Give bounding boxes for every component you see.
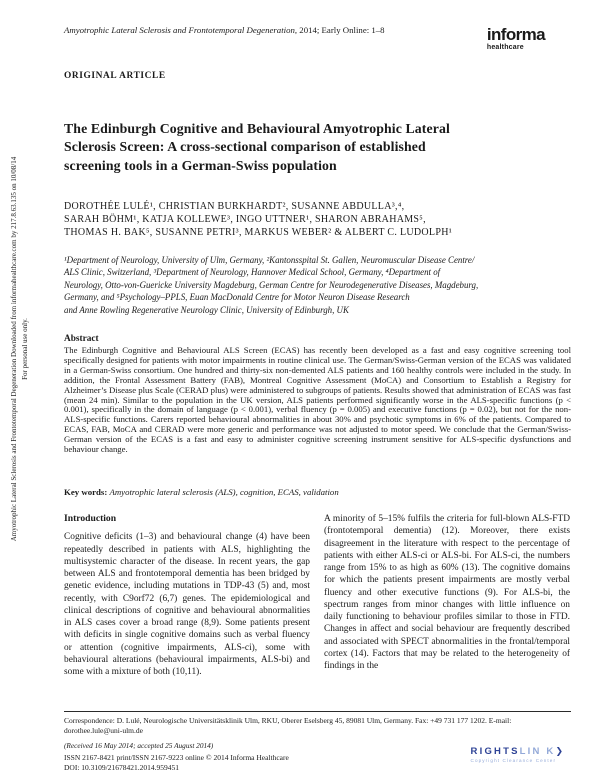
rightslink-logo bbox=[471, 747, 563, 757]
doi-line: DOI: 10.3109/21678421.2014.959451 bbox=[64, 762, 179, 772]
left-column bbox=[64, 513, 310, 678]
keywords-label: Key words: bbox=[64, 487, 108, 497]
author-list: DOROTHÉE LULÉ¹, CHRISTIAN BURKHARDT², SUSANNE ABDULLA³,⁴, SARAH BÖHM¹, KATJA KOLLEWE³, INGO UTTNER¹, SHARON ABRAHAMS⁵, THOMAS H. BAK⁵, SUSANNE PETRI³, MARKUS WEBER² & ALBERT C. LUDOLPH¹ bbox=[64, 201, 453, 239]
download-stamp bbox=[9, 110, 30, 588]
issn-line: ISSN 2167-8421 print/ISSN 2167-9223 online © 2014 Informa Healthcare bbox=[64, 753, 289, 762]
right-column bbox=[324, 513, 570, 678]
informa-healthcare-logo bbox=[487, 26, 545, 51]
rightslink-text-link: LIN K bbox=[519, 746, 556, 757]
left-column-paragraph: Cognitive deficits (1–3) and behavioural change (4) have been repeatedly described in patients with ALS, highlighting the multisystemic character of the disease. In recent years, the gap between ALS and frontotemporal dementia has been bridged by genetic evidence, including mutations in TDP-43 (5) and, most recently, with C9orf72 (6,7) genes. The epidemiological and clinical descriptions of cognitive and behavioural abnormalities in ALS cases cover a broad range (8,9). Some patients present with deficits in single cognitive domains such as verbal fluency or attention (cognitive impairments, ALS-ci), some with behavioural alterations (behavioural impairments, ALS-bi) and some with a mixture of both (10,11). bbox=[64, 532, 310, 677]
keywords-text: Amyotrophic lateral sclerosis (ALS), cognition, ECAS, validation bbox=[109, 487, 339, 497]
rightslink-badge[interactable] bbox=[471, 747, 563, 763]
keywords-line bbox=[64, 487, 339, 497]
informa-logo-subtext: healthcare bbox=[486, 44, 524, 51]
received-dates: (Received 16 May 2014; accepted 25 August 2014) bbox=[64, 741, 214, 750]
introduction-heading: Introduction bbox=[64, 513, 117, 524]
correspondence-note: Correspondence: D. Lulé, Neurologische Universitätsklinik Ulm, RKU, Oberer Eselsberg 45, 89081 Ulm, Germany. Fax: +49 731 177 1202. E-mail: dorothee.lule@uni-ulm.de bbox=[64, 716, 512, 735]
rightslink-arrow-icon: ❯ bbox=[555, 746, 563, 756]
download-stamp-line2: For personal use only. bbox=[20, 318, 29, 380]
journal-issue: , 2014; Early Online: 1–8 bbox=[294, 25, 385, 35]
affiliations: ¹Department of Neurology, University of Ulm, Germany, ²Kantonsspital St. Gallen, Neuromuscular Disease Centre/ ALS Clinic, Switzerland, ³Department of Neurology, Hannover Medical School, Germany, ⁴Department of Neurology, Otto-von-Guericke University Magdeburg, German Centre for Neurodegenerative Diseases, Magdeburg, Germany, and ⁵Psychology–PPLS, Euan MacDonald Centre for Motor Neuron Disease Research and Anne Rowling Regenerative Neurology Clinic, University of Edinburgh, UK bbox=[64, 255, 479, 315]
journal-name: Amyotrophic Lateral Sclerosis and Frontotemporal Degeneration bbox=[64, 25, 295, 35]
body-columns bbox=[64, 513, 571, 678]
journal-header bbox=[64, 25, 385, 35]
download-stamp-line1: Amyotrophic Lateral Sclerosis and Frontotemporal Degeneration Downloaded from informahealthcare.com by 217.8.63.135 on 10/08/14 bbox=[10, 156, 18, 542]
rightslink-subtext: Copyright Clearance Center bbox=[470, 758, 557, 763]
informa-logo-text: informa bbox=[486, 25, 545, 44]
article-type-label: ORIGINAL ARTICLE bbox=[64, 71, 166, 81]
rightslink-text-rights: RIGHTS bbox=[470, 746, 520, 757]
abstract-heading: Abstract bbox=[64, 334, 99, 344]
footnote-divider bbox=[64, 711, 571, 712]
abstract-text: The Edinburgh Cognitive and Behavioural ALS Screen (ECAS) has recently been developed as a fast and easy cognitive screening tool specifically designed for patients with motor impairments in routine clinical use. The German/Swiss-German version of the ECAS was validated in a German-Swiss consortium. One hundred and thirty-six non-demented ALS patients and 160 healthy controls were included in the study. In addition, the Frontal Assessment Battery (FAB), Montreal Cognitive Assessment (MoCA) and Consortium to Establish a Registry for Alzheimer’s Disease plus Scale (CERAD plus) were administered to subgroups of patients. Results showed that administration of ECAS was fast (mean 24 min). Similar to the population in the UK version, ALS patients performed significantly worse in the ALS-specific functions (p < 0.001), specifically in the domain of language (p < 0.001), verbal fluency (p = 0.005) and executive functions (p = 0.02), but not for the non-ALS-specific functions. Carers reported behavioural abnormalities in about 30% and psychotic symptoms in 6% of the patients. Compared to ECAS, FAB, MoCA and CERAD were more generic and performance was not adjusted to motor speed. We conclude that the German/Swiss-German version of the ECAS is a fast and easy to administer cognitive screening instrument sensitive for ALS-specific dysfunctions and behaviour change. bbox=[64, 345, 571, 455]
page-title: The Edinburgh Cognitive and Behavioural Amyotrophic Lateral Sclerosis Screen: A cross-sectional comparison of established screening tools in a German-Swiss population bbox=[64, 121, 450, 173]
right-column-paragraph: A minority of 5–15% fulfils the criteria for full-blown ALS-FTD (frontotemporal dementia) (12). Moreover, there exists disagreement in the literature with respect to the percentage of patients with either ALS-ci or ALS-bi. For ALS-ci, the numbers range from 15% to as high as 60% (13). The cognitive domains for which the patients present impairments are mostly verbal fluency and other executive functions (9). For ALS-bi, the spectrum ranges from minor changes with little influence on daily functioning to behaviour profiles similar to those in FTD. Changes in affect and social behaviour are frequently described and associated with SPECT abnormalities in the frontal/temporal cortex (14). Factors that may be related to the heterogeneity of findings in the bbox=[324, 514, 570, 671]
